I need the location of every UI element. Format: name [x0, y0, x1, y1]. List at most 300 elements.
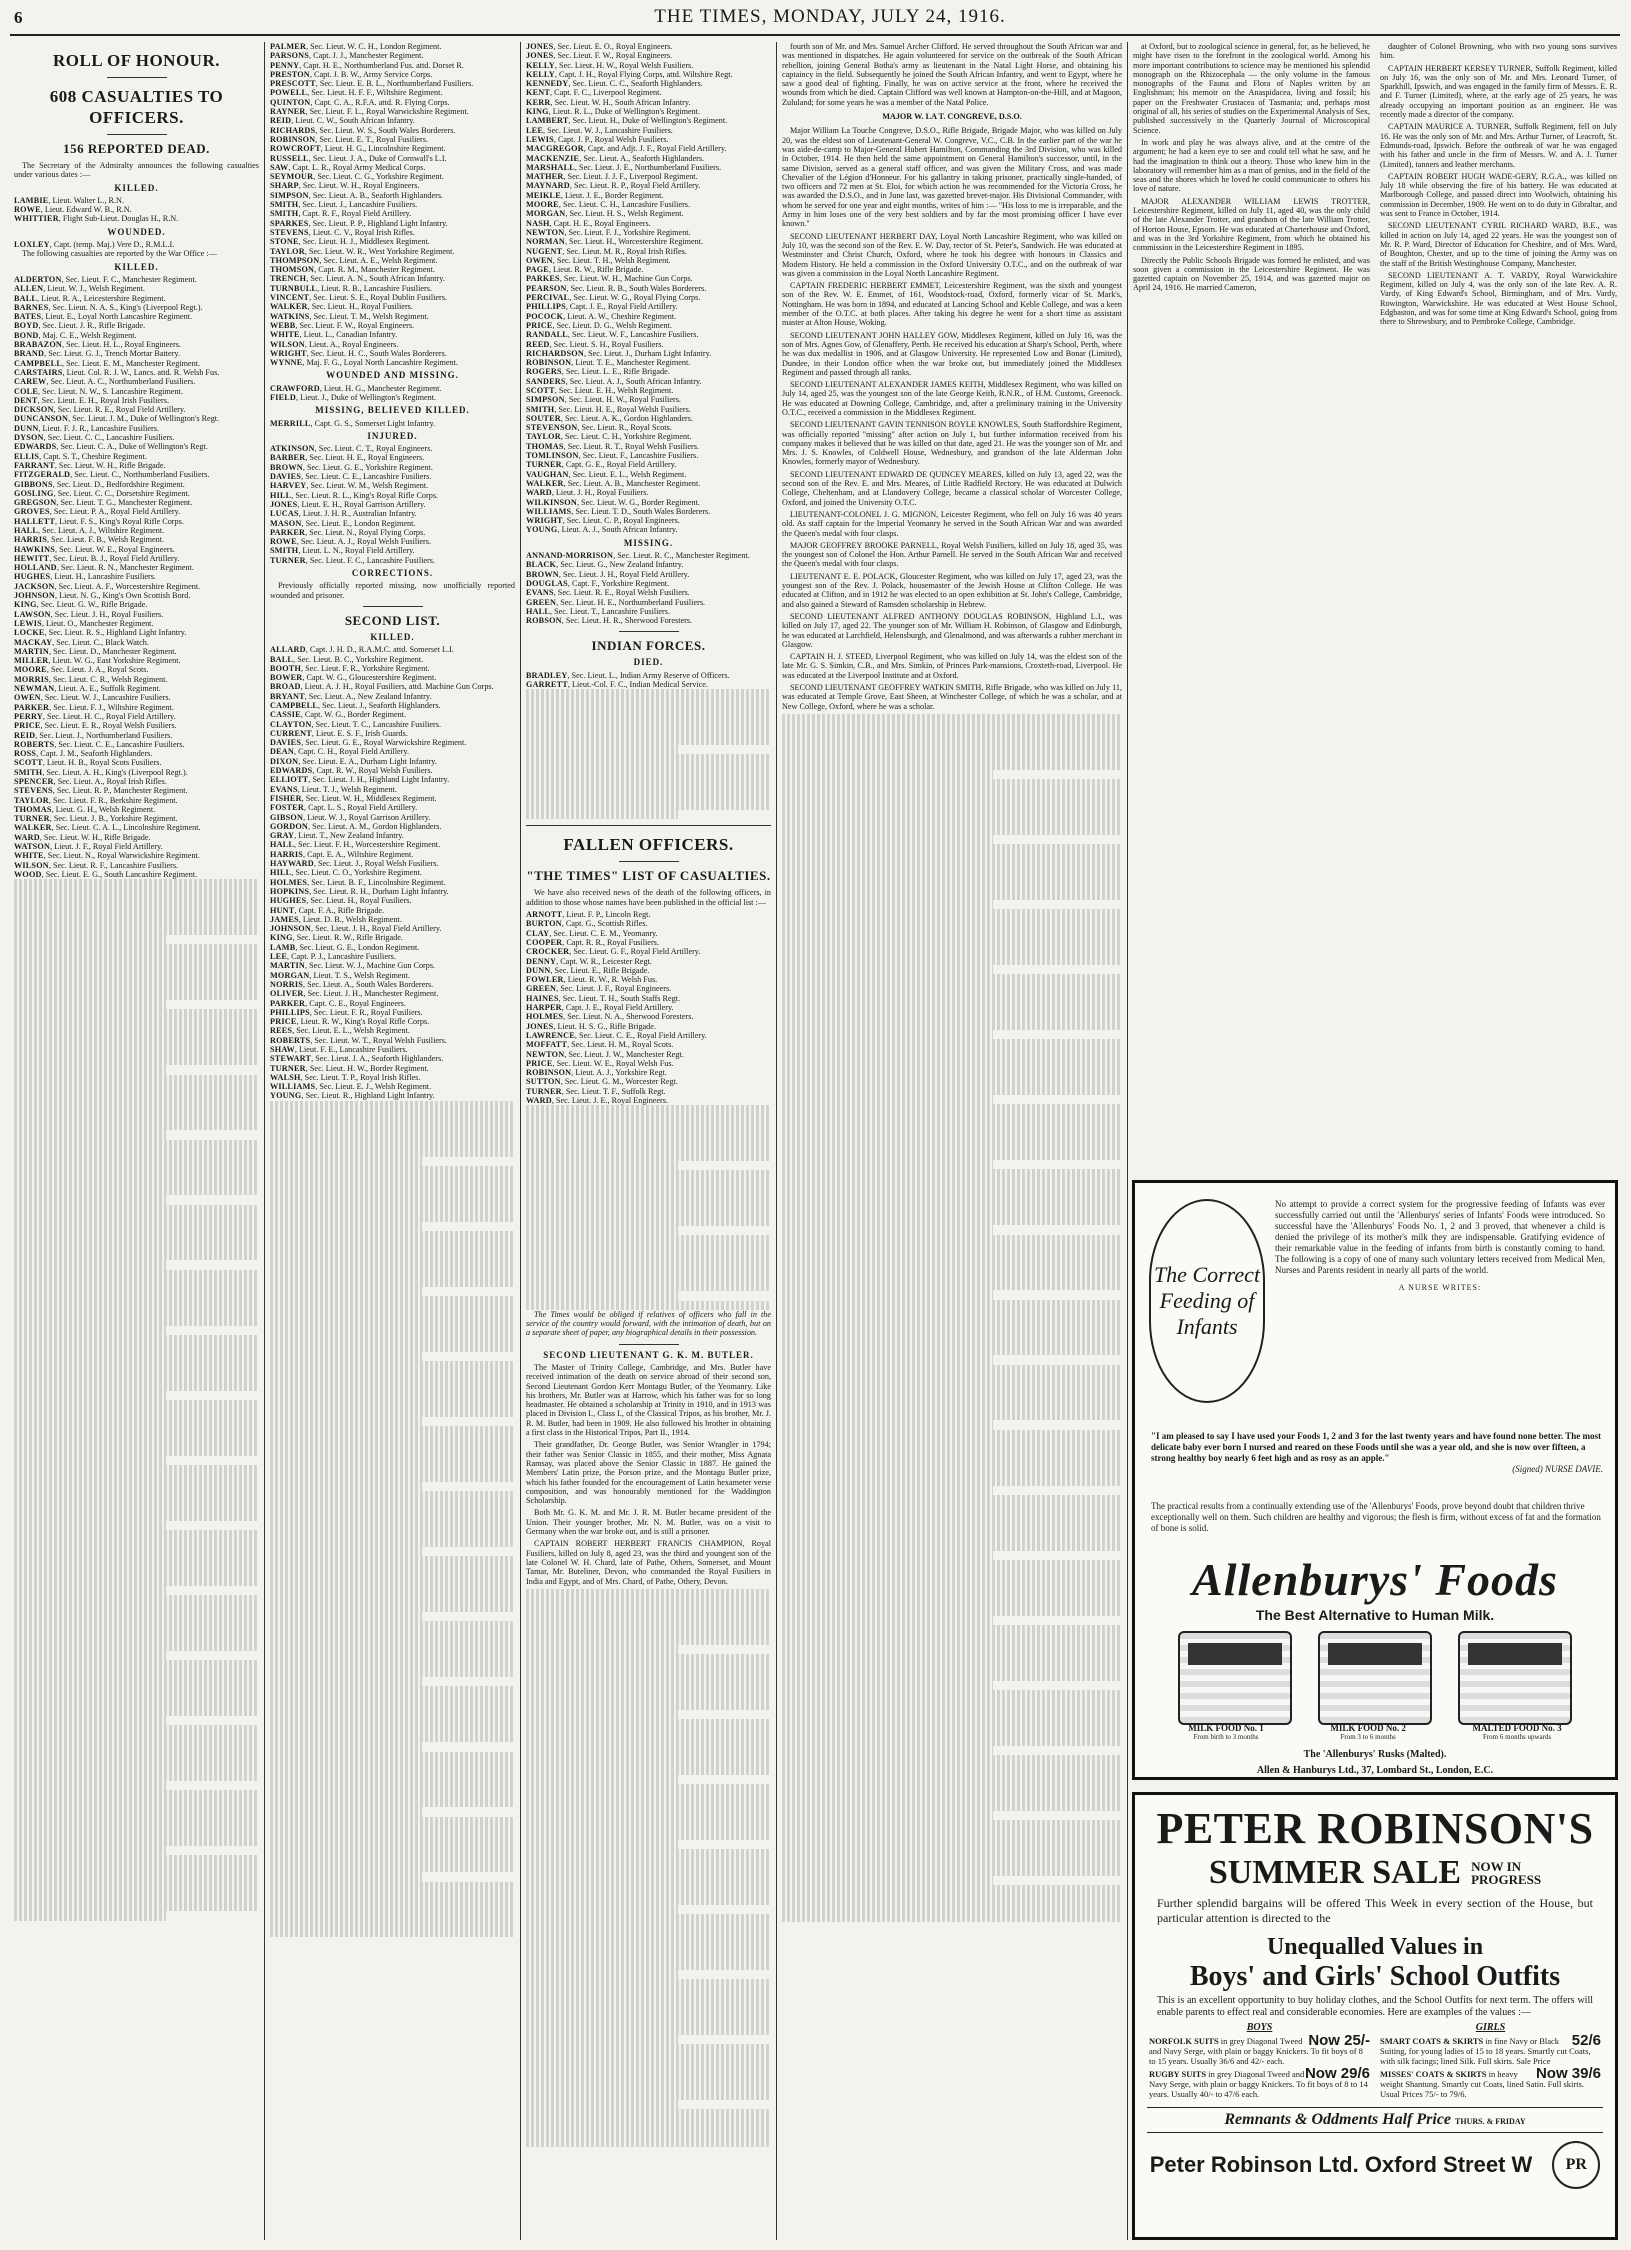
surname: ELLIOTT: [270, 775, 309, 785]
surname: MARTIN: [14, 646, 50, 656]
obituaries: [782, 42, 1122, 711]
divider: [619, 631, 679, 632]
text-line: [782, 1021, 1122, 1030]
rank-regiment: , Sec. Lieut. R. P., Royal Field Artillery.: [569, 181, 701, 191]
rank-regiment: , Lieut. F. P., Lincoln Regt.: [562, 910, 651, 920]
text-line: [782, 1207, 1122, 1216]
rank-regiment: , Capt. C. H., Royal Field Artillery.: [294, 747, 409, 757]
rank-regiment: , Sec. Lieut. C. E., Lancashire Fusiliers.: [301, 472, 432, 482]
surname: TURNER: [270, 555, 306, 565]
surname: FARRANT: [14, 460, 55, 470]
rank-regiment: , Sec. Lieut. J. W., Manchester Regt.: [564, 1049, 684, 1059]
text-line: [14, 1623, 259, 1632]
rank-regiment: , Capt. J. J., Manchester Regiment.: [309, 51, 424, 61]
text-line: [270, 1854, 515, 1863]
rank-regiment: , Lieut. H. B., Royal Scots Fusiliers.: [42, 758, 162, 768]
list-item: [270, 1073, 515, 1082]
text-line: [526, 1784, 771, 1793]
surname: STEVENS: [270, 227, 309, 237]
text-line: [782, 742, 1122, 751]
text-line: [270, 1129, 515, 1138]
text-line: [526, 1840, 678, 1849]
surname: MARSHALL: [526, 162, 575, 172]
rank-regiment: , Sec. Lieut. E. T., Royal Fusiliers.: [315, 134, 428, 144]
surname: CAMPBELL: [14, 358, 62, 368]
text-line: [14, 916, 259, 925]
text-line: [782, 1448, 1122, 1457]
rank-regiment: , Sec. Lieut. W. T., Royal Welsh Fusiliers.: [310, 1035, 447, 1045]
text-line: [14, 1697, 259, 1706]
text-line: [782, 1588, 1122, 1597]
surname: DENT: [14, 395, 38, 405]
rank-regiment: , Lieut. A. E., Suffolk Regiment.: [54, 684, 161, 694]
paragraph: LIEUTENANT E. E. POLACK, Gloucester Regiment, who was killed on July 17, aged 23, was the youngest son of the Rev. J. Polack, housemaster of the Jewish House at Clifton College. He was educated at Clifton, and in 1912 he was elected to an open exhibition at St. John's College, Cambridge, and also gained a Steward of Ramsden scholarship in Hebrew.: [782, 571, 1122, 609]
surname: HALL: [270, 840, 295, 850]
text-line: [14, 1632, 259, 1641]
rank-regiment: , Capt. L. S., Royal Field Artillery.: [303, 803, 418, 813]
surname: WEBB: [270, 320, 296, 330]
text-line: [782, 1197, 1122, 1206]
list-item: [270, 729, 515, 738]
surname: RICHARDS: [270, 125, 316, 135]
surname: KING: [14, 600, 37, 610]
text-line: [526, 717, 771, 726]
rank-regiment: , Lieut. T. S., Welsh Regiment.: [309, 970, 410, 980]
rank-regiment: , Sec. Lieut. G. E., Yorkshire Regiment.: [302, 462, 433, 472]
rank-regiment: , Lieut. R. W., King's Royal Rifle Corps.: [296, 1017, 430, 1027]
rank-regiment: , Sec. Lieut. W. C. H., London Regiment.: [306, 42, 442, 51]
text-line: [270, 1398, 515, 1407]
surname: PHILLIPS: [526, 302, 566, 312]
text-line: [782, 1458, 1122, 1467]
rank-regiment: , Lieut. J. E., Border Regiment.: [560, 190, 664, 200]
surname: LOXLEY: [14, 240, 50, 250]
surname: LEE: [270, 952, 287, 962]
unequalled-values: Unequalled Values in: [1266, 1934, 1484, 1960]
list-item: [14, 377, 259, 386]
text-line: [270, 1352, 422, 1361]
list-item: [270, 720, 515, 729]
list-item: [270, 51, 515, 60]
text-line: [782, 956, 1122, 965]
text-line: [526, 754, 771, 763]
page-number: 6: [14, 8, 23, 27]
text-line: [782, 1039, 1122, 1048]
text-line: [526, 1189, 771, 1198]
text-line: [526, 708, 771, 717]
list-item: [270, 1026, 515, 1035]
column-3: [526, 42, 771, 2240]
surname: HUNT: [270, 905, 295, 915]
surname: WHITE: [14, 851, 44, 861]
surname: OWEN: [14, 693, 41, 703]
list-item: [526, 349, 771, 358]
text-line: [782, 1727, 1122, 1736]
text-line: [782, 1049, 1122, 1058]
text-line: [270, 1621, 515, 1630]
admiralty-intro: The Secretary of the Admiralty announces the following casualties under various dates :—: [14, 161, 259, 180]
surname: GROVES: [14, 507, 50, 517]
text-line: [526, 2100, 678, 2109]
rank-regiment: , Sec. Lieut. J. J. F., Liverpool Regiment.: [563, 172, 698, 182]
text-line: [14, 1893, 259, 1902]
text-line: [14, 1511, 259, 1520]
rank-regiment: , Sec. Lieut. J. M., Duke of Wellington's Regt.: [68, 414, 220, 424]
rank-regiment: , Sec. Lieut. G. E., London Regiment.: [295, 942, 420, 952]
boys-heading: BOYS: [1246, 2022, 1273, 2033]
rank-regiment: , Capt. J. B. W., Army Service Corps.: [309, 69, 433, 79]
list-item: [14, 833, 259, 842]
list-item: [14, 861, 259, 870]
paragraph: Their grandfather, Dr. George Butler, was Senior Wrangler in 1794; their father was Senior Classic in 1855, and their mother, Miss Agnata Ramsay, was placed above the Senior Classic in 1887. He gained the Members' Latin prize, the Porson prize, and the Montagu Butler prize, which his father founded for the encouragement of Latin hexameter verse composition, and was honourably mentioned for the Waddington Scholarship.: [526, 1440, 771, 1506]
list-item: [526, 570, 771, 579]
list-item: [270, 794, 515, 803]
text-line: [782, 1541, 1122, 1550]
rank-regiment: , Sec. Lieut. A. N., South African Infantry.: [306, 274, 445, 284]
rank-regiment: , Sec. Lieut. N. W., S. Lancashire Regiment.: [38, 386, 183, 396]
text-line: [270, 1231, 515, 1240]
text-line: [782, 1513, 1122, 1522]
list-item: [270, 61, 515, 70]
text-line: [270, 1900, 515, 1909]
list-item: [270, 463, 515, 472]
text-line: [782, 937, 1122, 946]
rank-regiment: , Capt. C. A., R.F.A. attd. R. Flying Corps.: [310, 97, 450, 107]
paragraph: SECOND LIEUTENANT GEOFFREY WATKIN SMITH, Rifle Brigade, who was killed on July 11, was educated at Temple Grove, East Sheen, at Winchester College, of which he was a scholar, and at New College, Oxford, where he was a scholar.: [782, 683, 1122, 711]
text-line: [14, 963, 259, 972]
surname: MASON: [270, 518, 302, 528]
surname: WILLIAMS: [270, 1082, 316, 1092]
surname: GREGSON: [14, 498, 57, 508]
text-line: [526, 1235, 771, 1244]
list-item: [526, 1022, 771, 1031]
list-item: [526, 1096, 771, 1105]
rank-regiment: , Sec. Lieut. J. R., Rifle Brigade.: [38, 321, 146, 331]
list-item: [270, 247, 515, 256]
rank-regiment: , Sec. Lieut. W. G., Royal Flying Corps.: [569, 293, 701, 303]
text-line: [270, 1110, 515, 1119]
text-line: [270, 1138, 515, 1147]
text-line: [782, 1644, 1122, 1653]
list-item: [270, 491, 515, 500]
text-line: [270, 1603, 515, 1612]
rank-regiment: , Lieut. H., Lancashire Fusiliers.: [50, 572, 156, 582]
list-item: [270, 98, 515, 107]
surname: SPENCER: [14, 777, 54, 786]
surname: MILLER: [14, 656, 49, 666]
rank-regiment: , Sec. Lieut. E. J., Welsh Regiment.: [315, 1082, 432, 1092]
times-note: The Times would be obliged if relatives of officers who fall in the service of the country would forward, with the intimation of death, but on a separate sheet of paper, any biographical details in their possession.: [526, 1309, 771, 1338]
list-item: [270, 302, 515, 311]
list-item: [270, 999, 515, 1008]
surname: ROGERS: [526, 367, 562, 377]
list-item: [526, 144, 771, 153]
surname: SMITH: [270, 546, 299, 556]
rank-regiment: , Sec. Lieut. F. J., Yorkshire Regiment.: [564, 227, 691, 237]
text-line: [270, 1594, 515, 1603]
list-item: [270, 775, 515, 784]
list-item: [270, 1082, 515, 1091]
list-item: [526, 671, 771, 680]
casualty-list: [526, 671, 771, 690]
rank-regiment: , Lieut. A. J., Yorkshire Regt.: [571, 1068, 667, 1078]
text-line: [270, 1287, 422, 1296]
text-line: [526, 1691, 771, 1700]
rank-regiment: , Sec. Lieut. R. B., South Wales Borderers.: [566, 283, 707, 293]
list-item: [14, 480, 259, 489]
text-line: [782, 844, 1122, 853]
surname: WILSON: [14, 860, 49, 870]
rank-regiment: , Sec. Lieut. W. H., Middlesex Regiment.: [301, 793, 437, 803]
list-item: [526, 191, 771, 200]
surname: STEWART: [270, 1054, 312, 1064]
boys-column: [1149, 2023, 1370, 2099]
list-item: [526, 680, 771, 689]
list-item: [526, 957, 771, 966]
surname: MATHER: [526, 172, 564, 182]
surname: BALL: [270, 654, 294, 664]
text-line: [14, 1465, 259, 1474]
roll-subtitle: 608 CASUALTIES TO OFFICERS.: [49, 87, 224, 127]
text-line: [526, 1663, 771, 1672]
text-line: [14, 1288, 259, 1297]
text-line: [270, 1268, 515, 1277]
casualty-list: [270, 645, 515, 1101]
surname: ALLEN: [14, 284, 44, 294]
text-line: [782, 984, 1122, 993]
paragraph: CAPTAIN H. J. STEED, Liverpool Regiment, who was killed on July 14, was the eldest son of the late Mr. G. S. Simkin, C.B., and Mrs. Simkin, of Princes Park-mansions, Croxteth-road, Liverpool. He was educated at the Liverpool Institute and at Oxford.: [782, 652, 1122, 680]
rank-regiment: , Sec. Lieut. J., Seaforth Highlanders.: [318, 701, 441, 710]
girls-heading: GIRLS: [1475, 2022, 1506, 2033]
list-item: [270, 961, 515, 970]
rank-regiment: , Sec. Lieut. H. F. F., Wiltshire Regiment.: [307, 88, 443, 98]
text-line: [782, 1718, 1122, 1727]
casualty-list: [270, 384, 515, 403]
text-line: [14, 1112, 259, 1121]
rank-regiment: , Capt. (temp. Maj.) Vere D., R.M.L.I.: [49, 240, 175, 250]
surname: CAREW: [14, 377, 47, 387]
surname: HALLETT: [14, 516, 55, 526]
tin-image: [1318, 1631, 1432, 1725]
text-line: [14, 1828, 259, 1837]
list-item: [14, 628, 259, 637]
rank-regiment: , Capt. J. M., Seaforth Highlanders.: [36, 749, 153, 759]
list-item: [14, 563, 259, 572]
list-item: [526, 237, 771, 246]
list-item: [270, 209, 515, 218]
text-line: [526, 1124, 771, 1133]
text-line: [270, 1714, 515, 1723]
surname: WILSON: [270, 339, 305, 349]
casualty-list: [270, 444, 515, 565]
paragraph: Directly the Public Schools Brigade was formed he enlisted, and was soon given a commission in the Leicestershire Regiment. He was gazetted captain on November 25, 1914, and was gazetted major on April 24, 1916. He married Cameron,: [1133, 255, 1370, 293]
practical-results: The practical results from a continually extending use of the 'Allenburys' Foods, prove beyond doubt that children thrive exceptionally well on them. Such children are healthy and vigorous; the flesh is firm, without excess of fat and the formation of bone is solid.: [1151, 1501, 1601, 1533]
list-item: [526, 340, 771, 349]
list-item: [270, 135, 515, 144]
text-line: [782, 1104, 1122, 1113]
rank-regiment: , Sec. Lieut. H. C., South Wales Borderers.: [306, 348, 447, 358]
rank-regiment: , Sec. Lieut. J. F., Royal Engineers.: [556, 984, 672, 994]
list-item: [14, 796, 259, 805]
rank-regiment: , Sec. Lieut. G. M., Worcester Regt.: [560, 1077, 678, 1087]
rank-regiment: , Sec. Lieut. W. H., Rifle Brigade.: [54, 460, 166, 470]
surname: NEWTON: [526, 227, 565, 237]
surname: YOUNG: [270, 1091, 302, 1101]
surname: GREEN: [526, 597, 557, 607]
list-item: [14, 777, 259, 786]
text-line: [14, 1753, 259, 1762]
rank-regiment: , Sec. Lieut. E. H., Royal Irish Fusiliers.: [37, 395, 170, 405]
text-line: [270, 1696, 515, 1705]
rank-regiment: , Sec. Lieut. A. C., Northumberland Fusiliers.: [46, 377, 196, 387]
list-item: [270, 228, 515, 237]
rank-regiment: , Sec. Lieut. T. D., South Wales Borderers.: [571, 506, 711, 516]
rank-regiment: , Sec. Lieut. C., Northumberland Fusiliers.: [70, 470, 210, 480]
list-item: [526, 88, 771, 97]
list-item: [270, 971, 515, 980]
text-line: [782, 974, 1122, 983]
text-line: [526, 736, 771, 745]
list-item: [270, 349, 515, 358]
paragraph: SECOND LIEUTENANT ALFRED ANTHONY DOUGLAS ROBINSON, Highland L.I., was killed on July 17, aged 22. The younger son of Mr. William H. Robinson, of Glasgow and Edinburgh, he was educated at Larchfield, Helensburgh, and Glenalmond, and was afterwards a rubber merchant in Glasgow.: [782, 611, 1122, 649]
surname: DIXON: [270, 756, 299, 766]
second-list-heading: SECOND LIST.: [344, 612, 441, 628]
text-line: [14, 1800, 259, 1809]
list-item: [14, 731, 259, 740]
text-line: [526, 1198, 771, 1207]
rank-regiment: , Sec. Lieut. W. H., Rifle Brigade.: [39, 832, 151, 842]
surname: KELLY: [526, 60, 555, 70]
list-item: [270, 766, 515, 775]
rank-regiment: , Lieut. C. V., Royal Irish Rifles.: [308, 227, 415, 237]
surname: EDWARDS: [14, 442, 57, 452]
price-columns: [1135, 2021, 1615, 2101]
text-line: [14, 1000, 166, 1009]
surname: SHARP: [270, 181, 299, 191]
text-line: [14, 1056, 259, 1065]
text-line: [526, 745, 678, 754]
text-line: [14, 1251, 259, 1260]
surname: COLE: [14, 386, 39, 396]
surname: SMITH: [270, 200, 299, 210]
surname: HOLMES: [270, 877, 308, 887]
rank-regiment: , Sec. Lieut. W. F., Lancashire Fusiliers.: [567, 330, 699, 340]
text-line: [14, 1911, 166, 1920]
rank-regiment: , Sec. Lieut. W. E., Royal Welsh Fus.: [552, 1058, 674, 1068]
text-line: [270, 1845, 515, 1854]
list-item: [14, 461, 259, 470]
text-line: [270, 1677, 422, 1686]
text-line: [526, 1226, 678, 1235]
surname: JONES: [526, 51, 554, 61]
surname: DEAN: [270, 747, 294, 757]
rank-regiment: , Sec. Lieut. H. S., Welsh Regiment.: [565, 209, 684, 219]
list-item: [526, 525, 771, 534]
rank-regiment: , Lieut. E. H., Royal Garrison Artillery.: [297, 499, 426, 509]
surname: KING: [270, 933, 293, 943]
rank-regiment: , Capt. J. H., Royal Flying Corps, attd. Wiltshire Regt.: [554, 69, 733, 79]
surname: LAMB: [270, 942, 296, 952]
list-item: [526, 507, 771, 516]
surname: BOYD: [14, 321, 39, 331]
surname: DUNN: [526, 965, 551, 975]
rank-regiment: , Lieut. L. N., Royal Field Artillery.: [298, 546, 415, 556]
text-line: [14, 1530, 259, 1539]
rank-regiment: , Lieut. E., Loyal North Lancashire Regiment.: [41, 312, 192, 322]
surname: TAYLOR: [526, 432, 561, 442]
surname: KERR: [526, 97, 551, 107]
rank-regiment: , Sec. Lieut. H. E., Royal Welsh Fusiliers.: [554, 404, 691, 414]
now-in-progress: NOW IN PROGRESS: [1471, 1859, 1542, 1887]
rank-regiment: , Capt. H. E., Northumberland Fus. attd. Dorset R.: [299, 60, 464, 70]
text-line: [782, 1253, 1122, 1262]
surname: SHAW: [270, 1044, 295, 1054]
remnants-banner: Remnants & Oddments Half Price THURS. & FRIDAY: [1147, 2107, 1603, 2133]
peter-robinson-advertisement: [1132, 1792, 1618, 2240]
surname: WRIGHT: [526, 516, 563, 526]
times-intro: We have also received news of the death of the following officers, in addition to those whose names have been published in the official list :—: [526, 888, 771, 907]
text-line: [782, 1393, 1122, 1402]
rank-regiment: , Sec. Lieut. T. C., Lancashire Fusiliers.: [311, 719, 441, 729]
surname: WHITE: [270, 330, 300, 340]
rank-regiment: , Sec. Lieut. C. P., Royal Engineers.: [562, 516, 680, 526]
rank-regiment: , Sec. Lieut. G. J., Trench Mortar Battery.: [44, 349, 181, 359]
text-line: [526, 1849, 771, 1858]
surname: TURNBULL: [270, 283, 318, 293]
text-line: [526, 1673, 771, 1682]
list-item: [14, 768, 259, 777]
list-item: [526, 312, 771, 321]
surname: WOOD: [14, 869, 42, 879]
surname: HILL: [270, 490, 292, 500]
text-line: [270, 1724, 515, 1733]
text-line: [526, 1877, 771, 1886]
text-line: [270, 1538, 515, 1547]
rank-regiment: , Sec. Lieut. E. O., Royal Engineers.: [553, 42, 673, 51]
killed-heading: KILLED.: [370, 631, 415, 642]
rank-regiment: , Sec. Lieut. W. G., Border Regiment.: [576, 497, 700, 507]
text-line: [782, 1467, 1122, 1476]
surname: WILKINSON: [526, 497, 577, 507]
list-item: [270, 321, 515, 330]
list-item: [14, 814, 259, 823]
wounded-missing-heading: WOUNDED AND MISSING.: [326, 370, 459, 381]
list-item: [526, 432, 771, 441]
text-line: [14, 1335, 259, 1344]
masthead-rule: [10, 34, 1620, 36]
surname: SMITH: [270, 209, 299, 219]
list-item: [526, 395, 771, 404]
times-casualty-list: [526, 910, 771, 1105]
rank-regiment: , Sec. Lieut. C. H., Lancashire Fusiliers.: [558, 200, 691, 210]
text-line: [526, 2007, 771, 2016]
rank-regiment: , Sec. Lieut. R. W., Rifle Brigade.: [292, 933, 403, 943]
text-line: [14, 1381, 259, 1390]
list-item: [526, 451, 771, 460]
divider: [619, 861, 679, 862]
rank-regiment: , Capt. R. W., Royal Welsh Fusiliers.: [312, 766, 433, 776]
text-line: [782, 1792, 1122, 1801]
surname: SEYMOUR: [270, 172, 314, 182]
casualty-list: [270, 419, 515, 428]
text-line: [526, 1180, 771, 1189]
text-line: [270, 1119, 515, 1128]
text-line: [270, 1528, 515, 1537]
text-line: [14, 1186, 259, 1195]
wreath-text: The Correct Feeding of Infants: [1153, 1262, 1261, 1339]
ad-copy: [1275, 1199, 1605, 1293]
list-item: [526, 551, 771, 560]
